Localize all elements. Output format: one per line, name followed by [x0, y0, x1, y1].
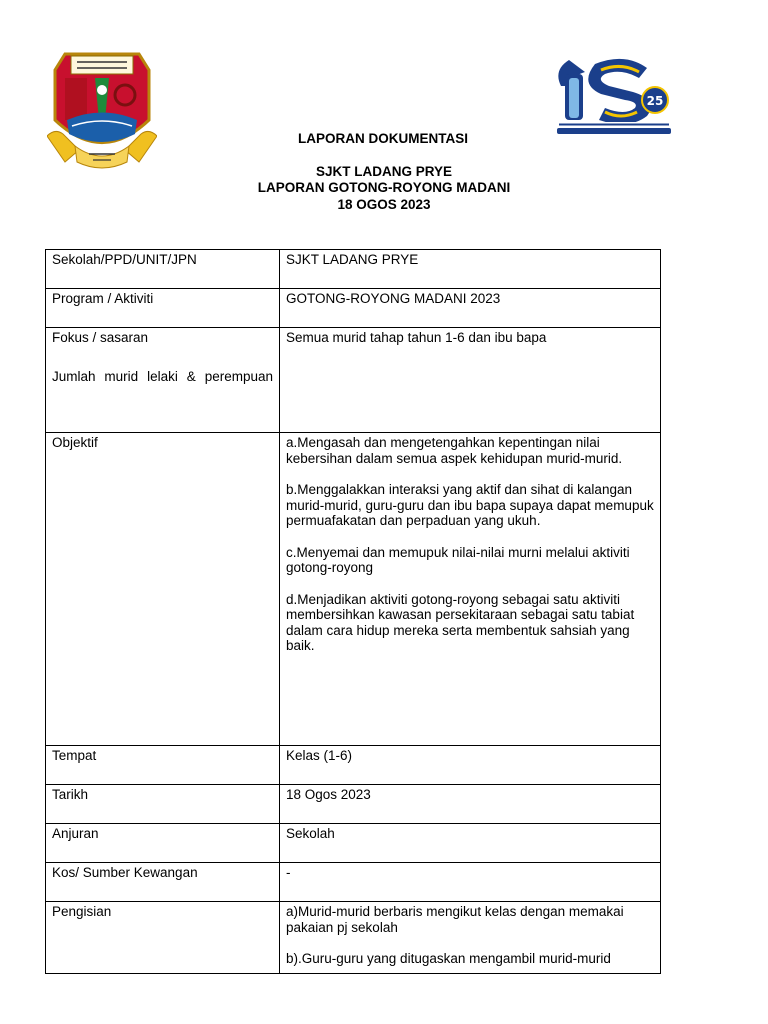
- school-name: SJKT LADANG PRYE: [315, 164, 452, 179]
- table-row: [46, 902, 661, 974]
- row-value: 18 Ogos 2023: [280, 785, 661, 824]
- row-label: Tarikh: [46, 785, 280, 824]
- ts25-logo-icon: [555, 56, 673, 134]
- objective-item: d.Menjadikan aktiviti gotong-royong sebagai satu aktiviti membersihkan kawasan persekitaraan sebagai satu tabiat dalam cara hidup mereka serta membentuk sahsiah yang baik.: [286, 591, 635, 653]
- content-item: b).Guru-guru yang ditugaskan mengambil murid-murid: [286, 951, 611, 966]
- row-label-cell: [46, 328, 280, 433]
- row-label: Sekolah/PPD/UNIT/JPN: [46, 250, 280, 289]
- content-list: [280, 902, 661, 974]
- document-title: LAPORAN DOKUMENTASI: [298, 131, 468, 146]
- table-row: [46, 746, 661, 785]
- objective-item: c.Menyemai dan memupuk nilai-nilai murni melalui aktiviti gotong-royong: [286, 544, 630, 575]
- row-label: Objektif: [46, 433, 280, 746]
- content-item: a)Murid-murid berbaris mengikut kelas dengan memakai pakaian pj sekolah: [286, 904, 624, 935]
- row-value: SJKT LADANG PRYE: [280, 250, 661, 289]
- report-table: [45, 249, 661, 974]
- table-row: [46, 433, 661, 746]
- report-date: 18 OGOS 2023: [337, 197, 431, 212]
- table-row: [46, 824, 661, 863]
- row-value: Sekolah: [280, 824, 661, 863]
- row-label-extra: Jumlah murid lelaki & perempuan: [52, 368, 273, 384]
- table-row: [46, 289, 661, 328]
- row-label: Anjuran: [46, 824, 280, 863]
- row-label: Kos/ Sumber Kewangan: [46, 863, 280, 902]
- objective-list: [280, 433, 661, 746]
- row-label: Fokus / sasaran: [52, 330, 149, 345]
- row-value: Semua murid tahap tahun 1-6 dan ibu bapa: [280, 328, 661, 433]
- row-value: -: [280, 863, 661, 902]
- row-value: GOTONG-ROYONG MADANI 2023: [280, 289, 661, 328]
- row-label: Tempat: [46, 746, 280, 785]
- row-label: Pengisian: [46, 902, 280, 974]
- report-title: LAPORAN GOTONG-ROYONG MADANI: [257, 180, 511, 195]
- row-label: Program / Aktiviti: [46, 289, 280, 328]
- objective-item: b.Menggalakkan interaksi yang aktif dan sihat di kalangan murid-murid, guru-guru dan ibu bapa supaya dapat memupuk permuafakatan dan perpaduan yang ukuh.: [286, 482, 654, 528]
- row-value: Kelas (1-6): [280, 746, 661, 785]
- objective-item: a.Mengasah dan mengetengahkan kepentingan nilai kebersihan dalam semua aspek kehidupan murid-murid.: [286, 435, 623, 466]
- school-crest-icon: [47, 50, 157, 172]
- table-row: [46, 863, 661, 902]
- table-row: [46, 785, 661, 824]
- table-row: [46, 328, 661, 433]
- table-row: [46, 250, 661, 289]
- svg-text:25: 25: [646, 94, 664, 108]
